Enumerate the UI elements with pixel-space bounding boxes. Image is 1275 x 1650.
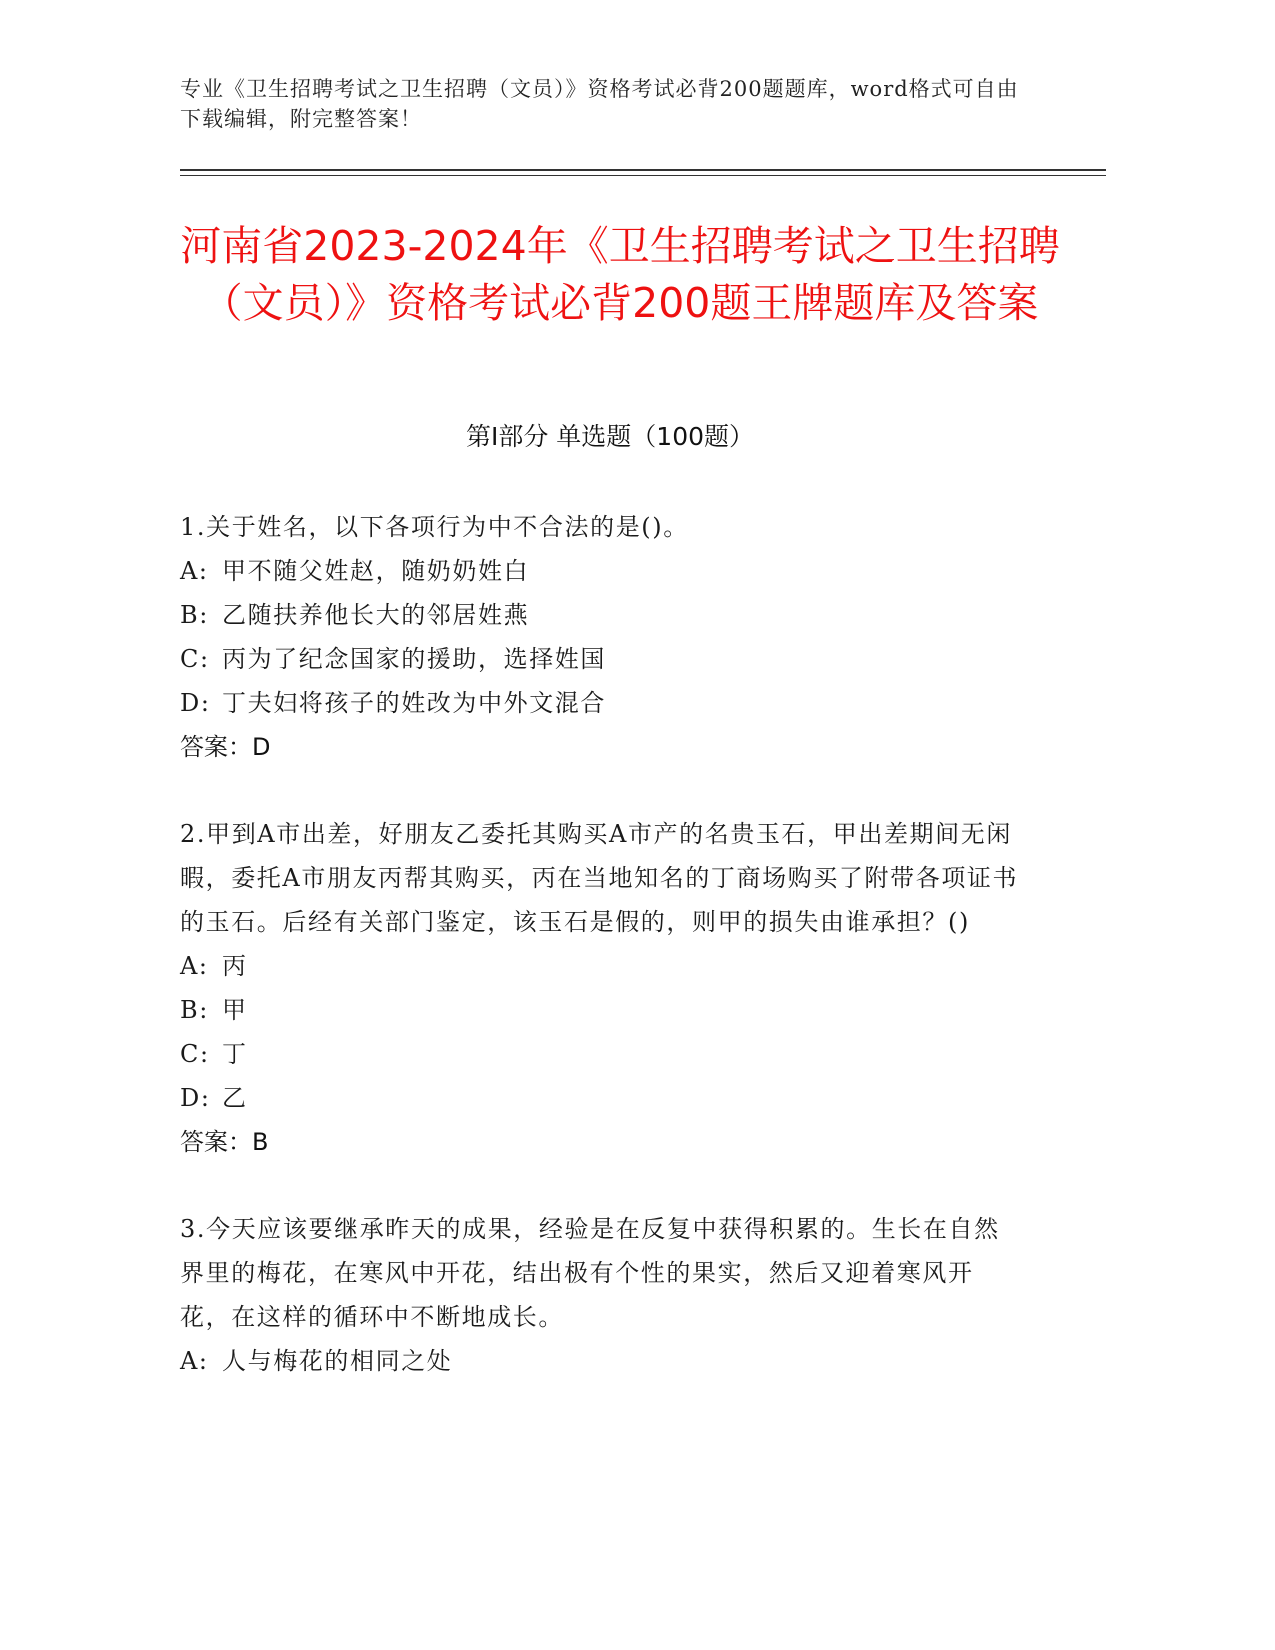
header-note: 专业《卫生招聘考试之卫生招聘（文员）》资格考试必背200题题库，word格式可自由下载编辑，附完整答案！ <box>180 77 1019 131</box>
option-key: C: <box>180 645 210 673</box>
header-divider-thin <box>180 175 1106 176</box>
section-title: 第Ⅰ部分 单选题（100题） <box>465 422 755 451</box>
header-divider-thick <box>180 169 1106 171</box>
question-stem: 3.今天应该要继承昨天的成果，经验是在反复中获得积累的。生长在自然界里的梅花，在寒风中开花，结出极有个性的果实，然后又迎着寒风开花，在这样的循环中不断地成长。 <box>180 1215 1000 1331</box>
question-stem: 2.甲到A市出差，好朋友乙委托其购买A市产的名贵玉石，甲出差期间无闲暇，委托A市朋友丙帮其购买，丙在当地知名的丁商场购买了附带各项证书的玉石。后经有关部门鉴定，该玉石是假的，则甲的损失由谁承担？() <box>180 820 1019 936</box>
option-key: B: <box>180 996 209 1024</box>
answer-line: 答案：D <box>180 733 271 761</box>
option-text: 乙随扶养他长大的邻居姓燕 <box>222 601 530 629</box>
option-c <box>180 637 1020 681</box>
option-a <box>180 1339 1020 1383</box>
question-stem: 1.关于姓名，以下各项行为中不合法的是()。 <box>180 513 689 541</box>
option-b <box>180 593 1020 637</box>
question-3 <box>180 1207 1020 1383</box>
option-d <box>180 1076 1020 1120</box>
option-a <box>180 549 1020 593</box>
option-b <box>180 988 1020 1032</box>
option-a <box>180 944 1020 988</box>
option-text: 人与梅花的相同之处 <box>222 1347 453 1375</box>
option-text: 丁 <box>222 1040 248 1068</box>
option-key: C: <box>180 1040 210 1068</box>
option-text: 丙为了纪念国家的援助，选择姓国 <box>222 645 606 673</box>
option-key: D: <box>180 689 211 717</box>
document-title: 河南省2023-2024年《卫生招聘考试之卫生招聘（文员）》资格考试必背200题王牌题库及答案 <box>180 222 1060 327</box>
option-key: B: <box>180 601 209 629</box>
option-key: D: <box>180 1084 211 1112</box>
option-text: 甲 <box>222 996 248 1024</box>
option-text: 甲不随父姓赵，随奶奶姓白 <box>222 557 530 585</box>
option-key: A: <box>180 1347 209 1375</box>
answer-line: 答案：B <box>180 1128 269 1156</box>
option-d <box>180 681 1020 725</box>
option-c <box>180 1032 1020 1076</box>
option-text: 丙 <box>222 952 248 980</box>
question-1 <box>180 505 1020 769</box>
option-key: A: <box>180 952 209 980</box>
option-text: 乙 <box>222 1084 248 1112</box>
option-text: 丁夫妇将孩子的姓改为中外文混合 <box>222 689 606 717</box>
option-key: A: <box>180 557 209 585</box>
question-2 <box>180 812 1020 1164</box>
question-list <box>180 505 1020 1426</box>
